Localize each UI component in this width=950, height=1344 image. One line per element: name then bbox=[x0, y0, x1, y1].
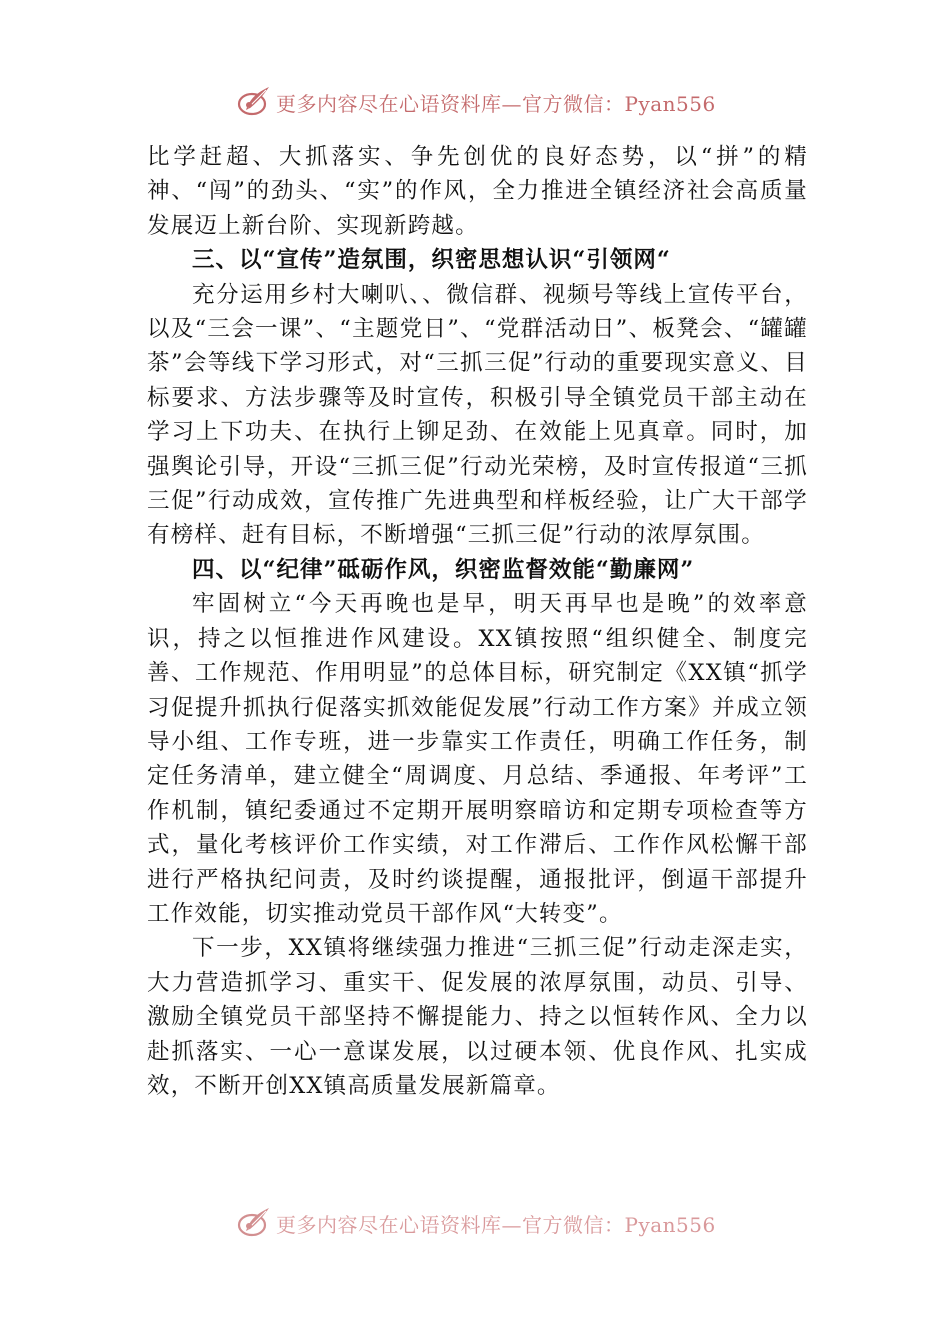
paragraph-conclusion: 下一步，XX镇将继续强力推进“三抓三促”行动走深走实，大力营造抓学习、重实干、促发展的浓厚氛围，动员、引导、激励全镇党员干部坚持不懈提能力、持之以恒转作风、全力以赴抓落实、一心一意谋发展，以过硬本领、优良作风、扎实成效，不断开创XX镇高质量发展新篇章。 bbox=[147, 935, 808, 1099]
feather-logo-icon bbox=[236, 1205, 272, 1241]
paragraph-section-4: 牢固树立“今天再晚也是早，明天再早也是晚”的效率意识，持之以恒推进作风建设。XX镇按照“组织健全、制度完善、工作规范、作用明显”的总体目标，研究制定《XX镇“抓学习促提升抓执行促落实抓效能促发展”行动工作方案》并成立领导小组、工作专班，进一步靠实工作责任，明确工作任务，制定任务清单，建立健全“周调度、月总结、季通报、年考评”工作机制，镇纪委通过不定期开展明察暗访和定期专项检查等方式，量化考核评价工作实绩，对工作滞后、工作作风松懈干部进行严格执纪问责，及时约谈提醒，通报批评，倒逼干部提升工作效能，切实推动党员干部作风“大转变”。 bbox=[147, 591, 808, 927]
header-watermark bbox=[236, 82, 716, 122]
paragraph-continued: 比学赶超、大抓落实、争先创优的良好态势，以“拼”的精神、“闯”的劲头、“实”的作风，全力推进全镇经济社会高质量发展迈上新台阶、实现新跨越。 bbox=[147, 144, 808, 239]
section-heading-3: 三、以“宣传”造氛围，织密思想认识“引领网“ bbox=[192, 247, 671, 274]
feather-logo-icon bbox=[236, 84, 272, 120]
footer-watermark bbox=[236, 1203, 716, 1243]
section-heading-4: 四、以“纪律”砥砺作风，织密监督效能“勤廉网” bbox=[192, 556, 695, 583]
watermark-text: 更多内容尽在心语资料库—官方微信：Pyan556 bbox=[276, 1212, 716, 1237]
watermark-text: 更多内容尽在心语资料库—官方微信：Pyan556 bbox=[276, 91, 716, 116]
paragraph-section-3: 充分运用乡村大喇叭、、微信群、视频号等线上宣传平台，以及“三会一课”、“主题党日”、“党群活动日”、板凳会、“罐罐茶”会等线下学习形式，对“三抓三促”行动的重要现实意义、目标要求、方法步骤等及时宣传，积极引导全镇党员干部主动在学习上下功夫、在执行上铆足劲、在效能上见真章。同时，加强舆论引导，开设“三抓三促”行动光荣榜，及时宣传报道“三抓三促”行动成效，宣传推广先进典型和样板经验，让广大干部学有榜样、赶有目标，不断增强“三抓三促”行动的浓厚氛围。 bbox=[147, 281, 808, 549]
article-body bbox=[147, 140, 808, 1103]
